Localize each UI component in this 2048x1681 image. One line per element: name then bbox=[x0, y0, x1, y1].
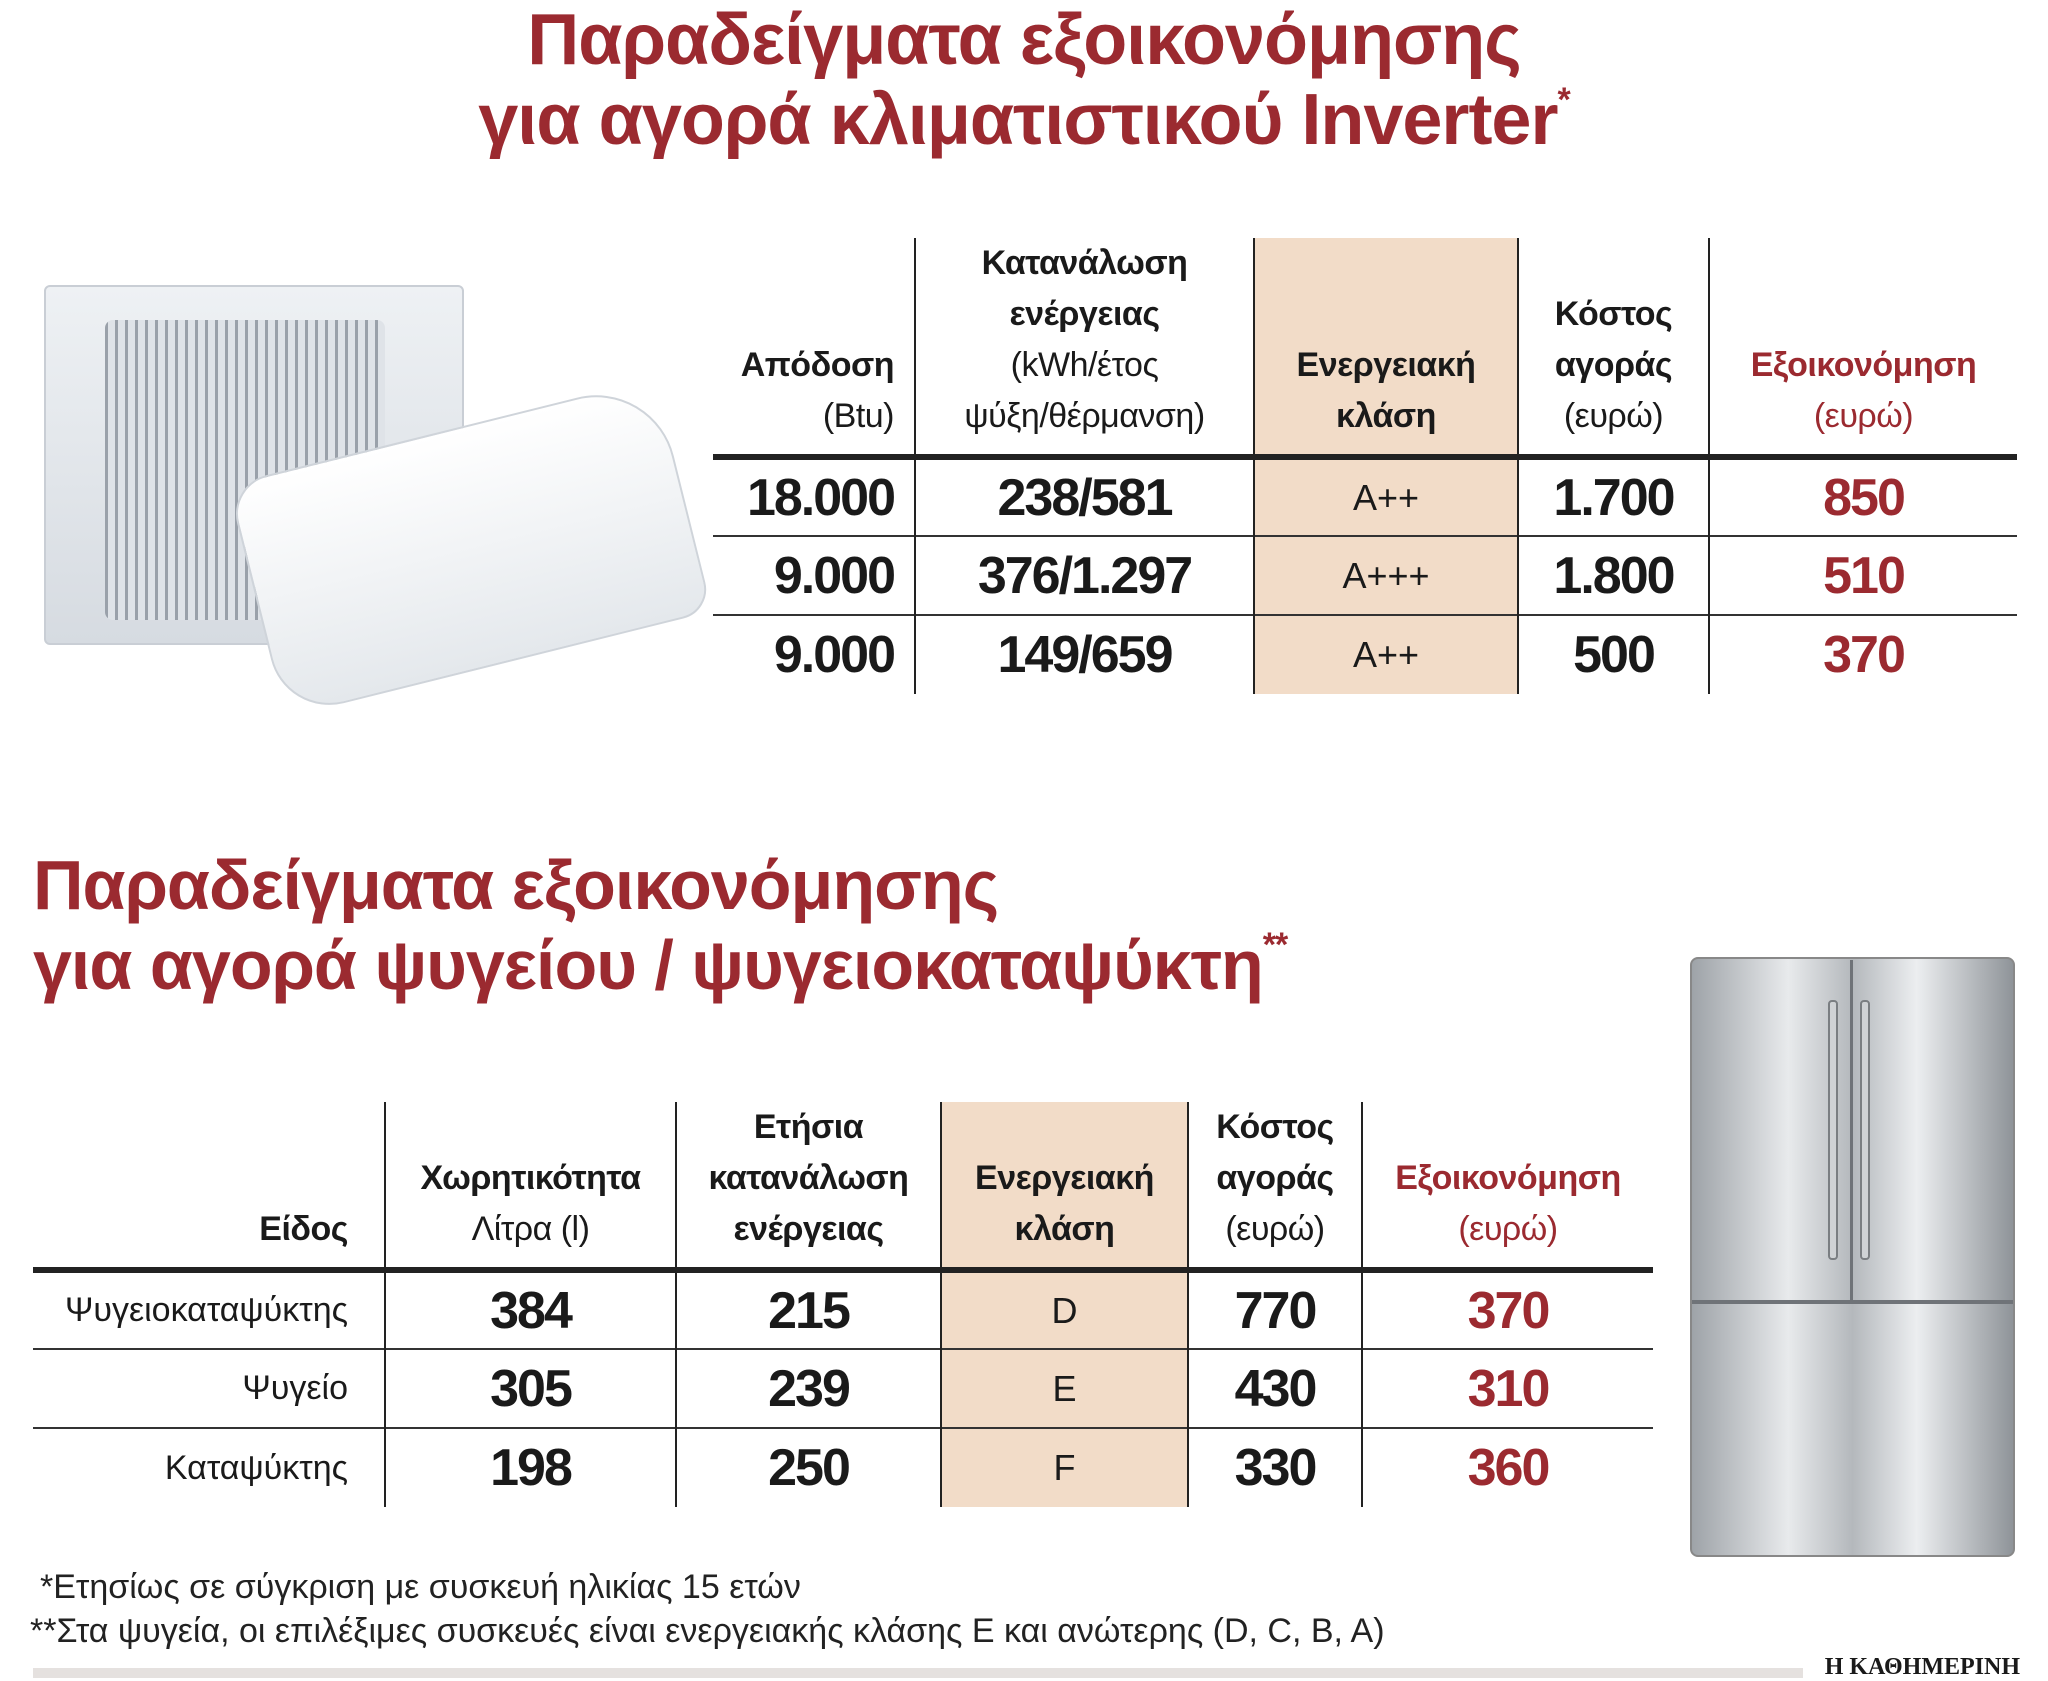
title-fridge bbox=[33, 845, 1287, 1005]
title-line-1: Παραδείγματα εξοικονόμησης bbox=[527, 0, 1521, 80]
title-line-1: Παραδείγματα εξοικονόμησης bbox=[33, 846, 999, 924]
table-row: 9.000 149/659 A++ 500 370 bbox=[713, 615, 2017, 694]
fridge-door-split bbox=[1850, 960, 1853, 1300]
table-row: 18.000 238/581 A++ 1.700 850 bbox=[713, 457, 2017, 536]
fridge-drawer-line bbox=[1692, 1300, 2013, 1304]
table-row: Ψυγειοκαταψύκτης 384 215 D 770 370 bbox=[33, 1270, 1653, 1349]
ac-savings-table bbox=[713, 238, 2017, 694]
title-line-2: για αγορά ψυγείου / ψυγειοκαταψύκτη bbox=[33, 926, 1263, 1004]
table-header: Απόδοση (Btu) Κατανάλωση ενέργειας (kWh/έτος ψύξη/θέρμανση) Ενεργειακή κλάση Κόστος αγοράς (ευρώ) Εξοικονόμηση (ευρώ) bbox=[713, 238, 2017, 457]
title-line-2: για αγορά κλιματιστικού Inverter bbox=[478, 80, 1558, 160]
brand-logo: Η ΚΑΘΗΜΕΡΙΝΗ bbox=[1824, 1654, 2020, 1680]
table-row: Ψυγείο 305 239 E 430 310 bbox=[33, 1349, 1653, 1428]
footnote-mark: * bbox=[1557, 81, 1570, 119]
footer-bar bbox=[33, 1668, 1803, 1678]
fridge-handle bbox=[1828, 1000, 1838, 1260]
table-header: Είδος Χωρητικότητα Λίτρα (l) Ετήσια κατανάλωση ενέργειας Ενεργειακή κλάση Κόστος αγοράς (ευρώ) Εξοικονόμηση (ευρώ) bbox=[33, 1102, 1653, 1270]
title-air-conditioner bbox=[0, 0, 2048, 160]
fridge-handle bbox=[1860, 1000, 1870, 1260]
footnote-1: *Ετησίως σε σύγκριση με συσκευή ηλικίας 15 ετών bbox=[40, 1568, 801, 1606]
table-row: Καταψύκτης 198 250 F 330 360 bbox=[33, 1428, 1653, 1507]
footnote-2: **Στα ψυγεία, οι επιλέξιμες συσκευές είναι ενεργειακής κλάσης Ε και ανώτερης (D, C, B, A) bbox=[30, 1612, 1385, 1650]
table-row: 9.000 376/1.297 A+++ 1.800 510 bbox=[713, 536, 2017, 615]
fridge-savings-table bbox=[33, 1102, 1653, 1507]
footnote-mark: ** bbox=[1262, 926, 1288, 964]
